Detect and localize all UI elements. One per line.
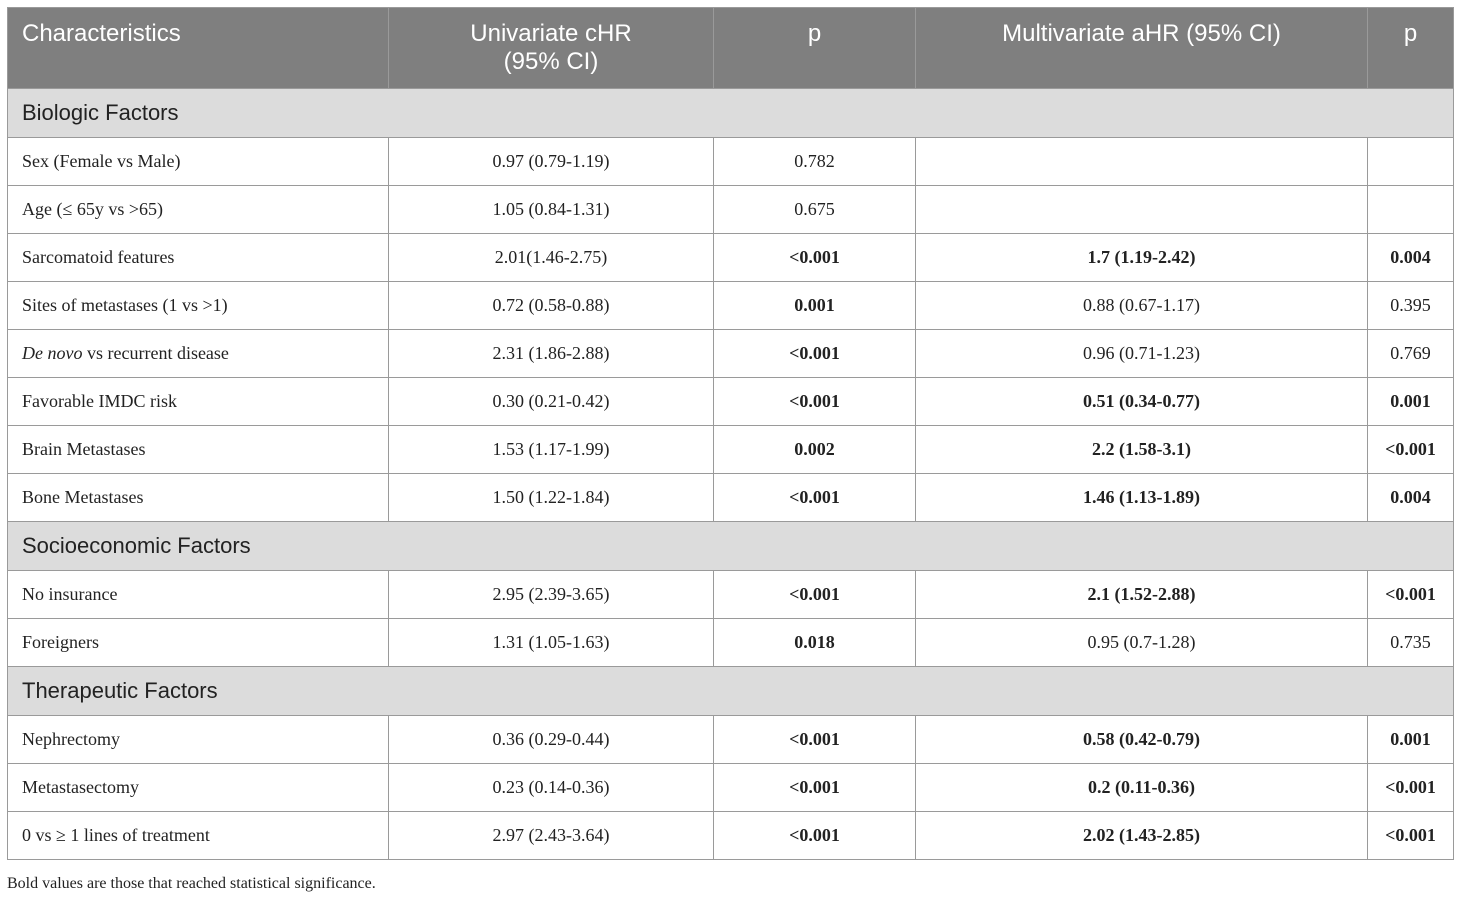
row-multivariate-p: 0.001 xyxy=(1368,716,1454,764)
row-univariate-hr: 0.97 (0.79-1.19) xyxy=(389,138,714,186)
table-footnote: Bold values are those that reached statistical significance. xyxy=(7,875,376,892)
table-row xyxy=(8,571,1454,619)
row-univariate-hr: 0.36 (0.29-0.44) xyxy=(389,716,714,764)
row-multivariate-hr: 2.02 (1.43-2.85) xyxy=(916,812,1368,860)
row-univariate-p: <0.001 xyxy=(714,378,916,426)
row-multivariate-hr: 0.2 (0.11-0.36) xyxy=(916,764,1368,812)
row-univariate-p: <0.001 xyxy=(714,716,916,764)
row-multivariate-p xyxy=(1368,186,1454,234)
header-p-univariate: p xyxy=(714,8,916,89)
section-row-biologic xyxy=(8,89,1454,138)
row-univariate-p: <0.001 xyxy=(714,571,916,619)
row-multivariate-p: 0.004 xyxy=(1368,474,1454,522)
row-multivariate-hr: 1.7 (1.19-2.42) xyxy=(916,234,1368,282)
row-characteristic: Nephrectomy xyxy=(8,716,389,764)
row-univariate-hr: 1.53 (1.17-1.99) xyxy=(389,426,714,474)
row-multivariate-hr: 0.51 (0.34-0.77) xyxy=(916,378,1368,426)
row-characteristic: Sex (Female vs Male) xyxy=(8,138,389,186)
header-univariate xyxy=(389,8,714,89)
row-characteristic-rest: vs recurrent disease xyxy=(82,343,229,363)
row-univariate-hr: 0.23 (0.14-0.36) xyxy=(389,764,714,812)
table-row xyxy=(8,764,1454,812)
row-characteristic: Metastasectomy xyxy=(8,764,389,812)
row-characteristic: No insurance xyxy=(8,571,389,619)
table-row xyxy=(8,812,1454,860)
row-multivariate-p: 0.735 xyxy=(1368,619,1454,667)
section-label-therapeutic: Therapeutic Factors xyxy=(8,667,1454,716)
section-row-socioeconomic xyxy=(8,522,1454,571)
header-univariate-line2: (95% CI) xyxy=(503,48,599,75)
row-multivariate-p: 0.004 xyxy=(1368,234,1454,282)
results-table xyxy=(7,7,1454,860)
row-multivariate-hr: 0.96 (0.71-1.23) xyxy=(916,330,1368,378)
row-characteristic xyxy=(8,330,389,378)
row-characteristic: Bone Metastases xyxy=(8,474,389,522)
table-body xyxy=(8,89,1454,860)
header-p-multivariate: p xyxy=(1368,8,1454,89)
row-univariate-p: <0.001 xyxy=(714,330,916,378)
table-row xyxy=(8,186,1454,234)
table-row xyxy=(8,234,1454,282)
table-header xyxy=(8,8,1454,89)
row-characteristic-italic: De novo xyxy=(22,343,83,363)
row-characteristic: Age (≤ 65y vs >65) xyxy=(8,186,389,234)
table-row xyxy=(8,716,1454,764)
row-multivariate-hr: 2.1 (1.52-2.88) xyxy=(916,571,1368,619)
row-univariate-hr: 2.31 (1.86-2.88) xyxy=(389,330,714,378)
row-multivariate-hr: 0.58 (0.42-0.79) xyxy=(916,716,1368,764)
table-row xyxy=(8,619,1454,667)
row-univariate-hr: 2.01(1.46-2.75) xyxy=(389,234,714,282)
section-label-biologic: Biologic Factors xyxy=(8,89,1454,138)
row-multivariate-p: <0.001 xyxy=(1368,426,1454,474)
row-characteristic: Sites of metastases (1 vs >1) xyxy=(8,282,389,330)
header-univariate-line1: Univariate cHR xyxy=(470,20,632,47)
row-univariate-p: <0.001 xyxy=(714,812,916,860)
header-multivariate: Multivariate aHR (95% CI) xyxy=(916,8,1368,89)
section-label-socioeconomic: Socioeconomic Factors xyxy=(8,522,1454,571)
row-multivariate-p: 0.395 xyxy=(1368,282,1454,330)
table-row xyxy=(8,426,1454,474)
row-univariate-hr: 1.50 (1.22-1.84) xyxy=(389,474,714,522)
row-multivariate-p: 0.769 xyxy=(1368,330,1454,378)
row-univariate-p: <0.001 xyxy=(714,474,916,522)
row-multivariate-p xyxy=(1368,138,1454,186)
row-multivariate-hr xyxy=(916,138,1368,186)
row-characteristic: Foreigners xyxy=(8,619,389,667)
table-row xyxy=(8,330,1454,378)
row-multivariate-p: <0.001 xyxy=(1368,764,1454,812)
row-univariate-p: 0.001 xyxy=(714,282,916,330)
row-univariate-hr: 0.30 (0.21-0.42) xyxy=(389,378,714,426)
row-univariate-p: 0.675 xyxy=(714,186,916,234)
row-characteristic: Sarcomatoid features xyxy=(8,234,389,282)
table-row xyxy=(8,474,1454,522)
row-multivariate-hr: 0.88 (0.67-1.17) xyxy=(916,282,1368,330)
row-univariate-hr: 1.05 (0.84-1.31) xyxy=(389,186,714,234)
header-row xyxy=(8,8,1454,89)
row-multivariate-p: 0.001 xyxy=(1368,378,1454,426)
row-multivariate-hr: 1.46 (1.13-1.89) xyxy=(916,474,1368,522)
row-univariate-p: 0.782 xyxy=(714,138,916,186)
row-multivariate-hr: 0.95 (0.7-1.28) xyxy=(916,619,1368,667)
header-characteristics: Characteristics xyxy=(8,8,389,89)
row-characteristic: Brain Metastases xyxy=(8,426,389,474)
row-univariate-p: <0.001 xyxy=(714,234,916,282)
row-univariate-p: <0.001 xyxy=(714,764,916,812)
row-multivariate-hr: 2.2 (1.58-3.1) xyxy=(916,426,1368,474)
row-characteristic: 0 vs ≥ 1 lines of treatment xyxy=(8,812,389,860)
row-univariate-p: 0.018 xyxy=(714,619,916,667)
row-multivariate-p: <0.001 xyxy=(1368,571,1454,619)
row-univariate-hr: 2.97 (2.43-3.64) xyxy=(389,812,714,860)
row-characteristic: Favorable IMDC risk xyxy=(8,378,389,426)
table-row xyxy=(8,378,1454,426)
table-row xyxy=(8,138,1454,186)
row-univariate-hr: 2.95 (2.39-3.65) xyxy=(389,571,714,619)
section-row-therapeutic xyxy=(8,667,1454,716)
row-univariate-hr: 0.72 (0.58-0.88) xyxy=(389,282,714,330)
row-multivariate-p: <0.001 xyxy=(1368,812,1454,860)
table-row xyxy=(8,282,1454,330)
row-univariate-hr: 1.31 (1.05-1.63) xyxy=(389,619,714,667)
row-multivariate-hr xyxy=(916,186,1368,234)
row-univariate-p: 0.002 xyxy=(714,426,916,474)
